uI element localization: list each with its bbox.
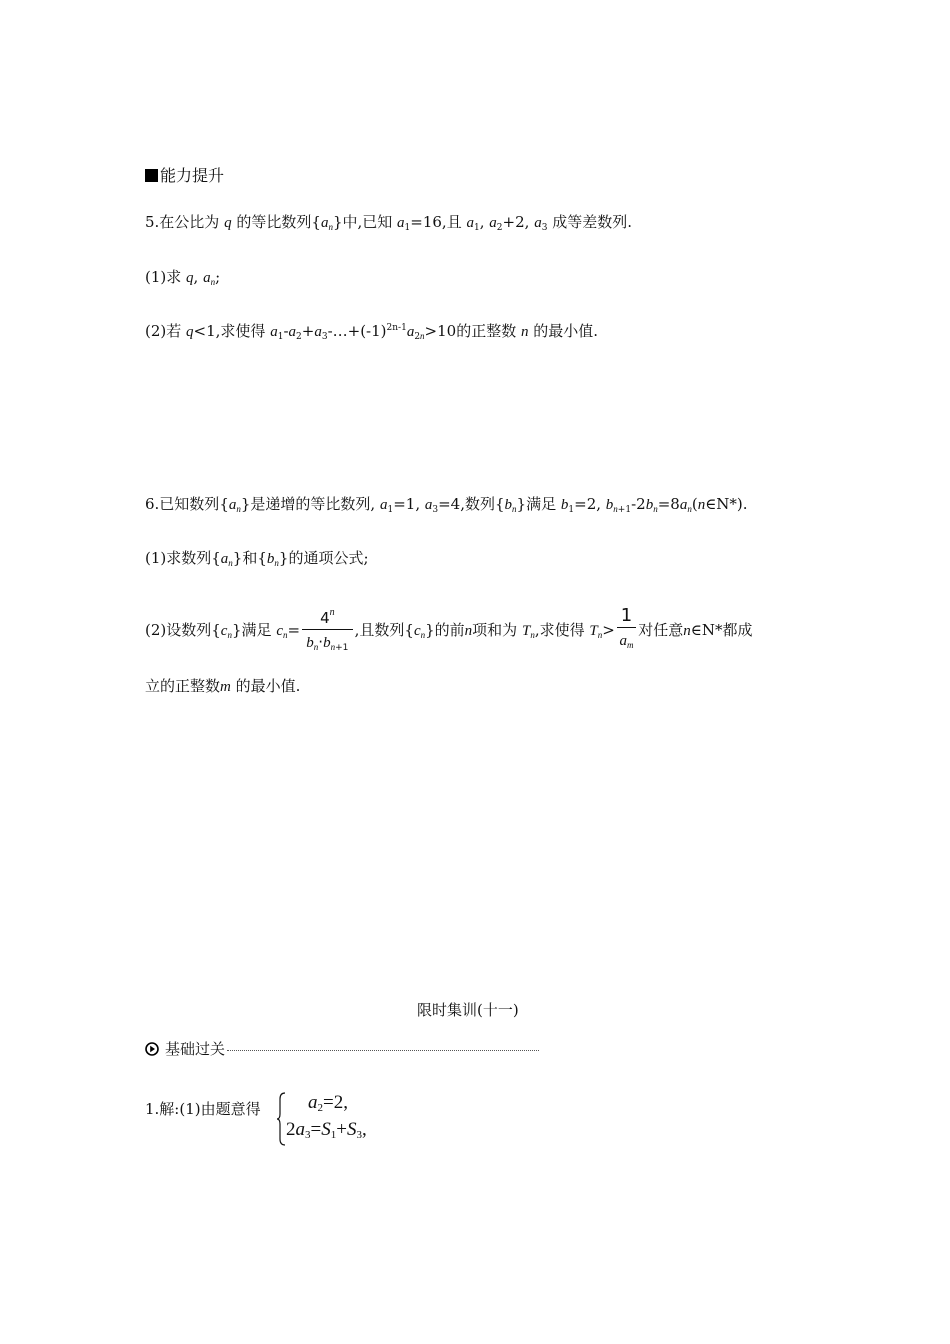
solution1-prefix: 1.解:(1)由题意得 bbox=[145, 1100, 261, 1118]
fraction-one-over-am: $\frac{1}{a_m}$ bbox=[617, 605, 636, 657]
q6-part2: (2)设数列$\{c_n\}$满足 $c_n=$ $\frac{4^n}{b_n\cdot b_{n+1}}$ ,且数列$\{c_n\}$的前n项和为 $T_n$,求使得 $T_n>$ $\frac{1}{a_m}$ 对任意n∈N*都成 bbox=[145, 602, 753, 660]
square-bullet-icon bbox=[145, 169, 158, 182]
section-heading-ability: 能力提升 bbox=[145, 166, 224, 186]
left-brace-icon bbox=[276, 1092, 286, 1146]
q6-part1: (1)求数列$\{a_n\}$和$\{b_n\}$的通项公式; bbox=[145, 549, 369, 568]
dotted-leader bbox=[227, 1050, 539, 1051]
play-circle-icon bbox=[145, 1042, 159, 1056]
equation-line-2: $2a_3=S_1+S_3$, bbox=[286, 1119, 367, 1141]
section-heading-basic: 基础过关 bbox=[145, 1039, 539, 1059]
q6-part2-continued: 立的正整数m 的最小值. bbox=[145, 677, 301, 695]
answer-title: 限时集训(十一) bbox=[417, 1001, 519, 1019]
q6-stem: 6.已知数列$\{a_n\}$是递增的等比数列, $a_1=1$, $a_3=4$,数列$\{b_n\}$满足 $b_1=2$, $b_{n+1}-2b_n=8a_n(n\in N*)$. bbox=[145, 495, 748, 515]
q5-part1: (1)求 q, $a_n$; bbox=[145, 268, 221, 287]
equation-line-1: $a_2=2$, bbox=[308, 1092, 348, 1114]
q5-stem: 5.在公比为 q 的等比数列$\{a_n\}$中,已知 $a_1=16$,且 $a_1$, $a_2+2$, $a_3$ 成等差数列. bbox=[145, 213, 632, 233]
fraction-cn: $\frac{4^n}{b_n\cdot b_{n+1}}$ bbox=[302, 602, 353, 660]
q5-part2: (2)若 q<1,求使得 $a_1-a_2+a_3-\dots+(-1)^{2n-1}a_{2n}>10$的正整数 n 的最小值. bbox=[145, 322, 599, 342]
